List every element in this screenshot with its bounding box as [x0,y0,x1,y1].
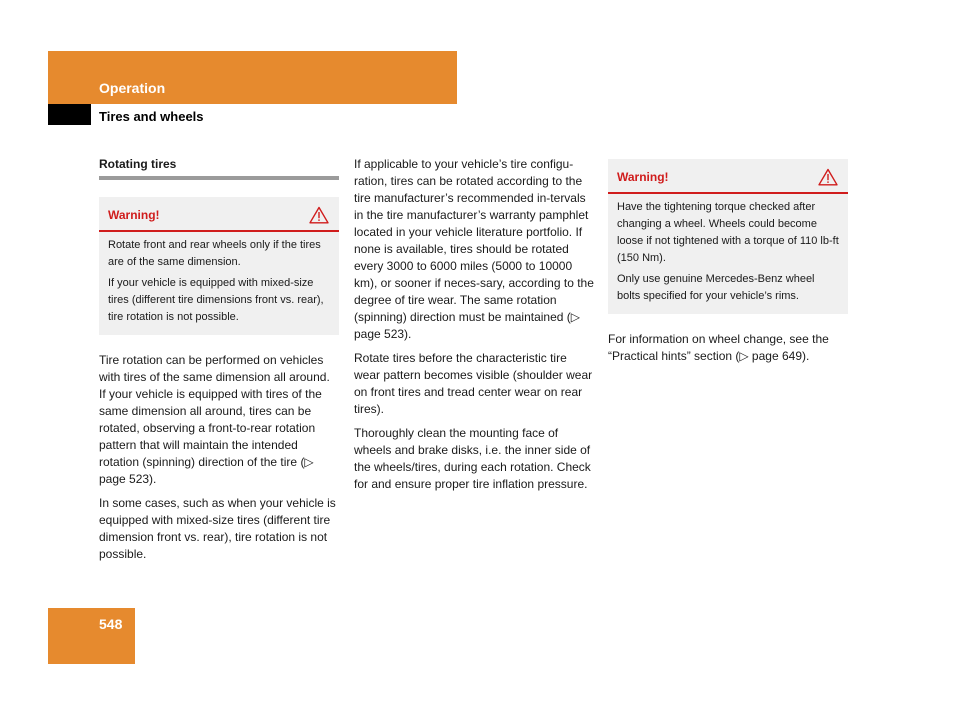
body-paragraph: If applicable to your vehicle’s tire configu-ration, tires can be rotated according to the tire manufacturer’s recommended in-tervals in the tire manufacturer’s warranty pamphlet located in your vehicle literature portfolio. If none is available, tires should be rotated every 3000 to 6000 miles (5000 to 10000 km), or sooner if neces-sary, according to the degree of tire wear. The same rotation (spinning) direction must be maintained (▷ page 523). [354,157,594,341]
warning-label: Warning! [108,207,160,222]
topic-heading: Rotating tires [99,156,339,180]
warning-paragraph: Only use genuine Mercedes-Benz wheel bolts specified for your vehicle’s rims. [617,273,815,302]
warning-triangle-icon [818,168,838,186]
body-paragraph: In some cases, such as when your vehicle is equipped with mixed-size tires (different tire dimension front vs. rear), tire rotation is not possible. [99,496,336,561]
warning-paragraph: If your vehicle is equipped with mixed-size tires (different tire dimensions front vs. rear), tire rotation is not possible. [108,277,324,323]
body-paragraph: Rotate tires before the characteristic tire wear pattern becomes visible (shoulder wear on front tires and tread center wear on rear tires). [354,351,593,416]
warning-box [99,197,339,335]
subsection-title: Tires and wheels [99,109,204,124]
section-title: Operation [99,80,166,96]
body-paragraph: Tire rotation can be performed on vehicles with tires of the same dimension all around. If your vehicle is equipped with tires of the same dimension all around, tires can be rotated, observing a front-to-rear rotation pattern that will maintain the intended rotation (spinning) direction of the tire (▷ page 523). [99,353,330,486]
column-1 [99,156,339,570]
body-paragraph: For information on wheel change, see the “Practical hints” section (▷ page 649). [608,332,829,363]
warning-paragraph: Rotate front and rear wheels only if the tires are of the same dimension. [108,239,321,268]
column-3 [608,159,848,372]
warning-header [99,197,339,232]
header-bar [48,51,457,104]
warning-body [99,232,339,335]
warning-body [608,194,848,314]
warning-box [608,159,848,314]
warning-label: Warning! [617,169,669,184]
warning-triangle-icon [309,206,329,224]
warning-header [608,159,848,194]
body-paragraph: Thoroughly clean the mounting face of wheels and brake disks, i.e. the inner side of the wheels/tires, during each rotation. Check for and ensure proper tire inflation pressure. [354,426,591,491]
warning-paragraph: Have the tightening torque checked after changing a wheel. Wheels could become loose if not tightened with a torque of 110 lb-ft (150 Nm). [617,201,839,264]
column-2 [354,156,594,500]
section-tab-marker [48,104,91,125]
page-number: 548 [99,616,123,632]
